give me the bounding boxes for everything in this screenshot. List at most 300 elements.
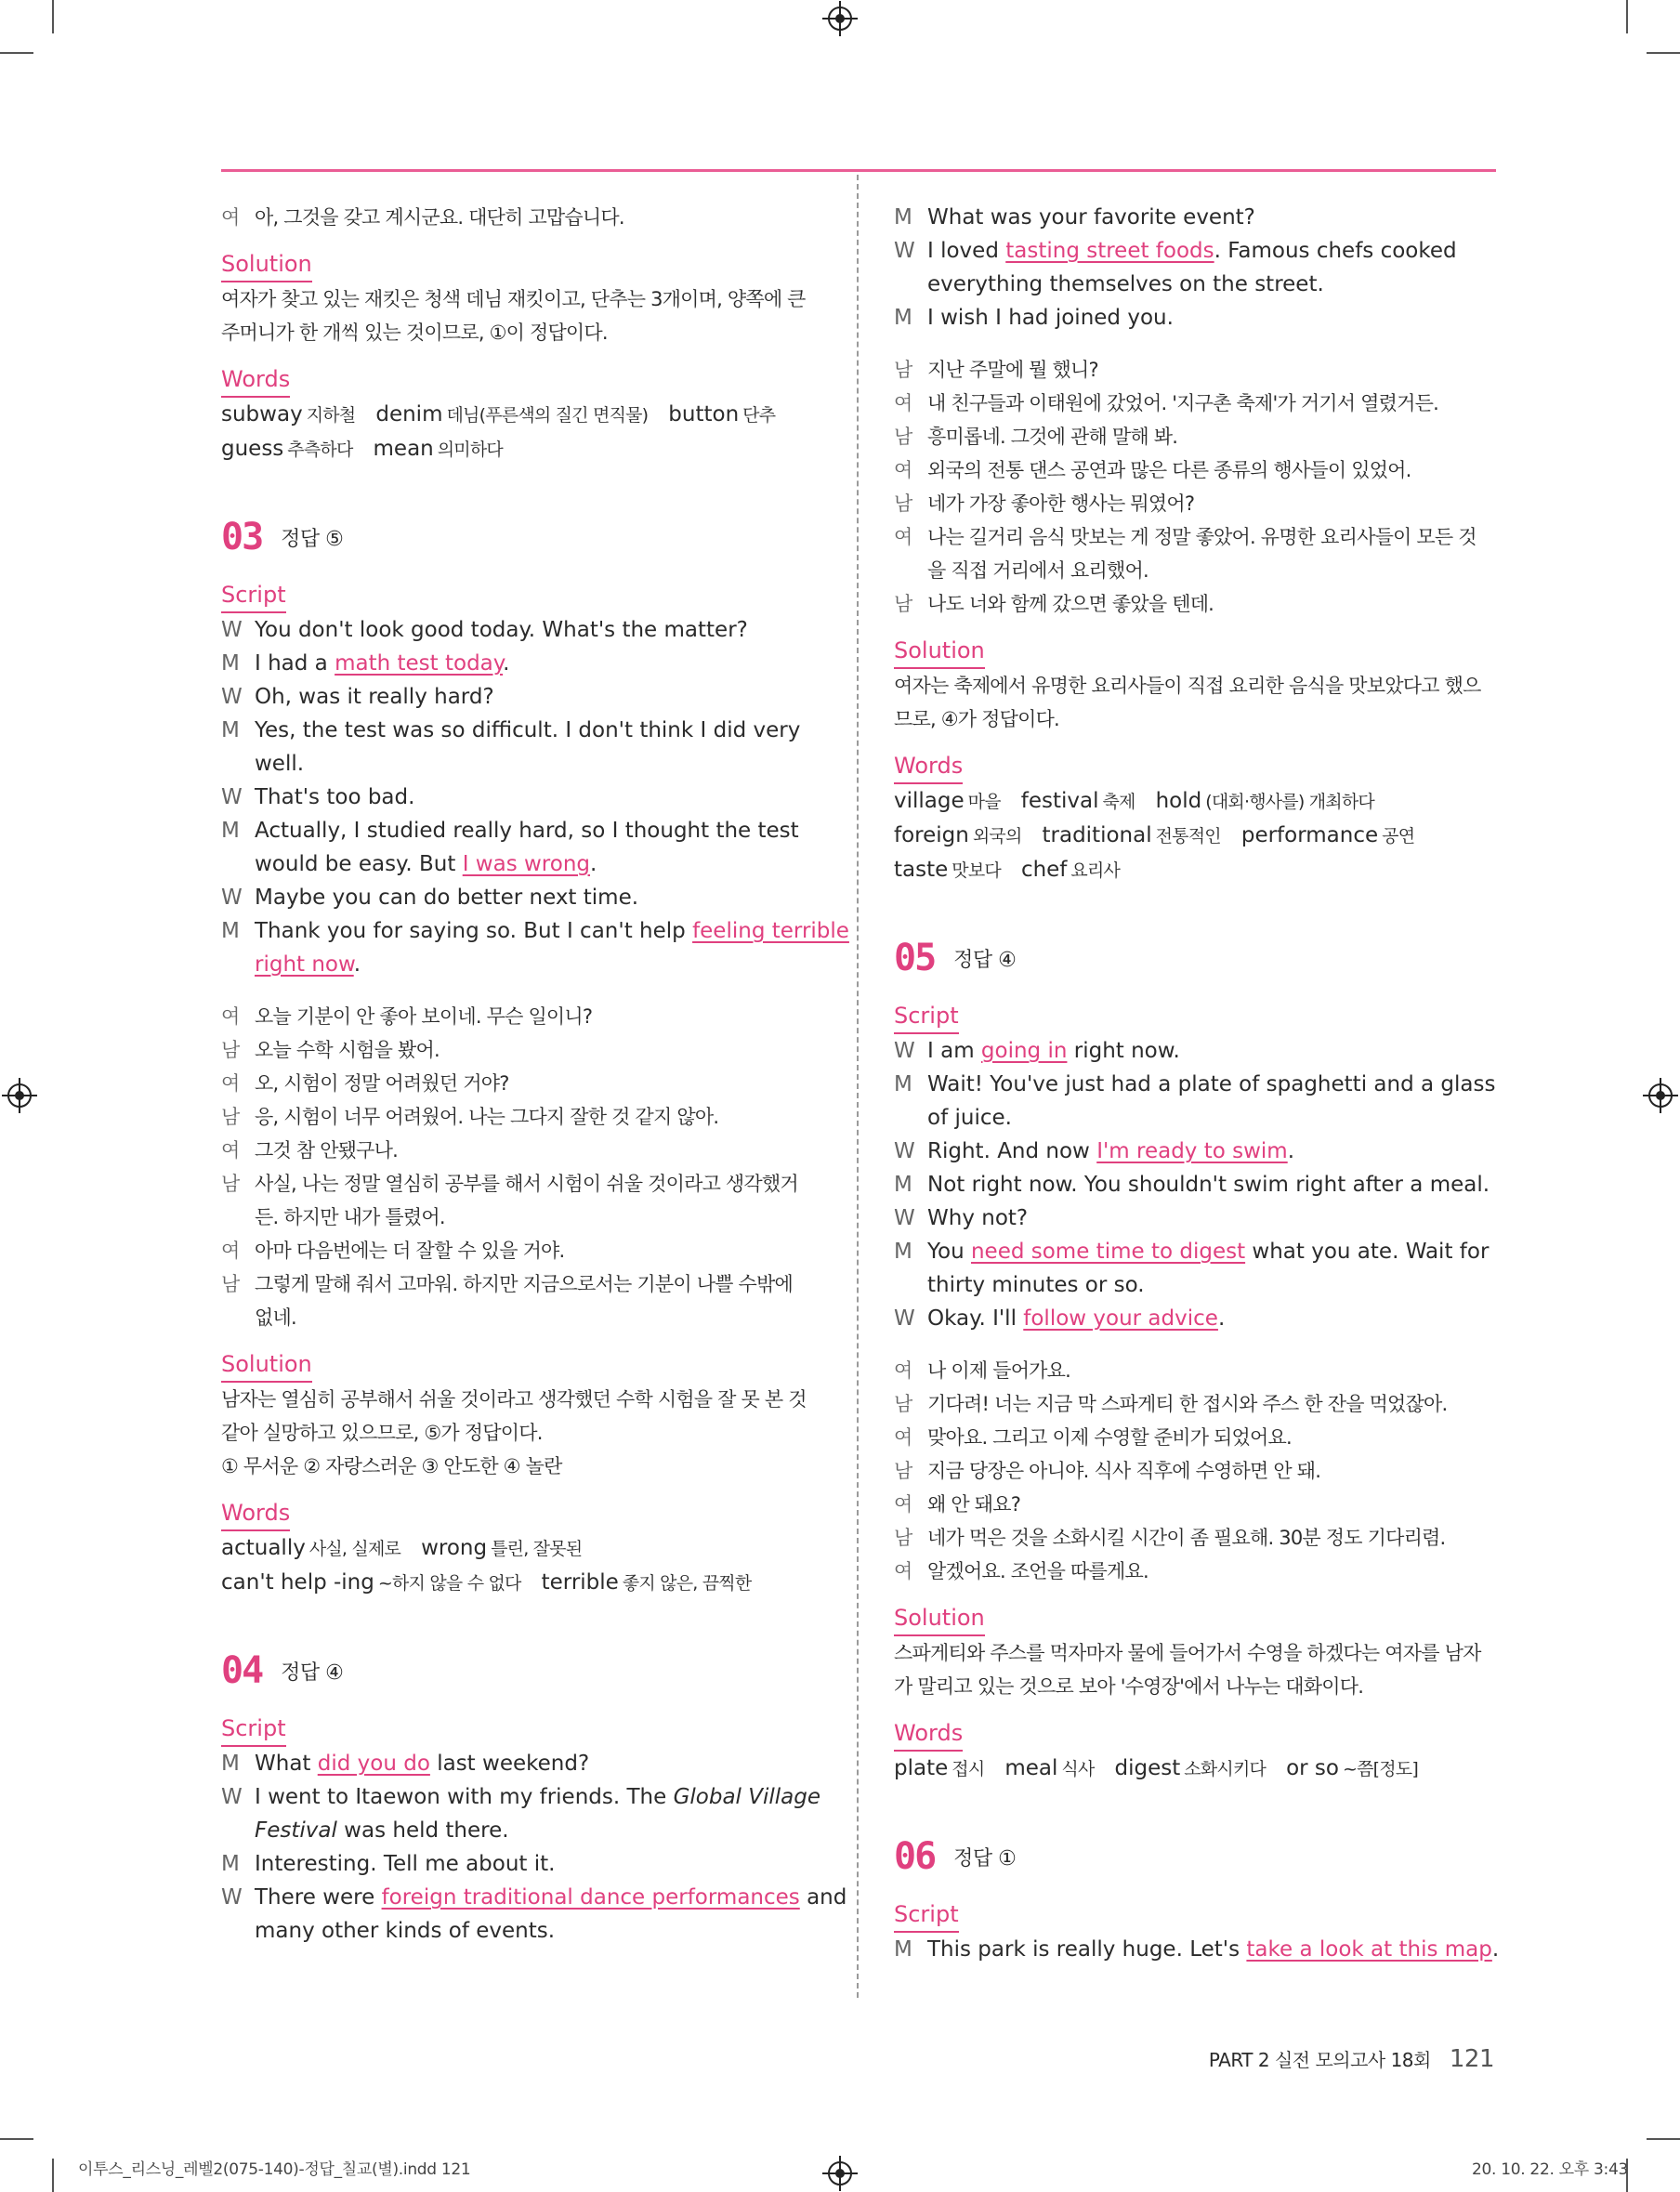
vocab-word: digest — [1114, 1756, 1181, 1780]
script-line — [221, 1780, 823, 1814]
speaker-label: W — [894, 1306, 915, 1331]
vocab-meaning: ~하지 않을 수 없다 — [377, 1573, 521, 1594]
key-phrase: going in — [980, 1039, 1068, 1063]
script-line — [894, 1135, 1496, 1168]
words-line — [221, 432, 823, 466]
text-span: 사실, 나는 정말 열심히 공부를 해서 시험이 쉬울 것이라고 생각했거 — [255, 1173, 798, 1195]
speaker-label: W — [221, 618, 243, 642]
text-span: 오늘 수학 시험을 봤어. — [255, 1039, 440, 1061]
vocab-word: wrong — [421, 1536, 488, 1560]
vocab-word: denim — [375, 402, 443, 427]
question-number: 03 — [221, 516, 263, 558]
speaker-label: 여 — [221, 1072, 240, 1095]
text-span: 남자는 열심히 공부해서 쉬울 것이라고 생각했던 수학 시험을 잘 못 본 것 — [221, 1388, 807, 1411]
speaker-label: 남 — [221, 1039, 240, 1061]
text-span: Why not? — [927, 1206, 1029, 1230]
script-line — [221, 914, 849, 948]
vocab-word: foreign — [894, 823, 969, 847]
text-span: 맞아요. 그리고 이제 수영할 준비가 되었어요. — [927, 1426, 1292, 1449]
text-span: You don't look good today. What's the matter? — [255, 618, 748, 642]
section-label: Script — [894, 999, 959, 1034]
translation-line — [221, 1201, 823, 1234]
vocab-meaning: 마을 — [967, 792, 1001, 812]
text-span: 오늘 기분이 안 좋아 보이네. 무슨 일이니? — [255, 1005, 593, 1028]
script-line — [221, 847, 823, 881]
text-span: What — [255, 1752, 318, 1776]
vocab-word: traditional — [1042, 823, 1152, 847]
vocab-word: can't help -ing — [221, 1570, 374, 1595]
text-span: of juice. — [927, 1106, 1012, 1130]
text-span: 든. 하지만 내가 틀렸어. — [255, 1206, 445, 1228]
text-span: last weekend? — [429, 1752, 590, 1776]
section-label: Solution — [221, 247, 312, 282]
speaker-label: M — [221, 1852, 240, 1876]
text-span: 같아 실망하고 있으므로, ⑤가 정답이다. — [221, 1422, 543, 1444]
speaker-label: 여 — [221, 206, 240, 229]
speaker-label: 남 — [894, 492, 912, 515]
text-span: 주머니가 한 개씩 있는 것이므로, ①이 정답이다. — [221, 322, 608, 344]
answer-header — [221, 509, 823, 565]
speaker-label: 여 — [221, 1240, 240, 1262]
crop-mark — [52, 2159, 54, 2192]
key-phrase: I was wrong — [462, 852, 591, 876]
section-label-row — [221, 565, 823, 613]
speaker-label: M — [221, 1752, 240, 1776]
vocab-meaning: 틀린, 잘못된 — [491, 1539, 583, 1559]
answer-header — [894, 1829, 1496, 1884]
text-span: 알겠어요. 조언을 따를게요. — [927, 1560, 1148, 1582]
text-span: 왜 안 돼요? — [927, 1493, 1021, 1516]
speaker-label: 여 — [894, 1359, 912, 1382]
text-span: was held there. — [336, 1818, 509, 1843]
vocab-meaning: 외국의 — [972, 826, 1022, 847]
text-span: 여자는 축제에서 유명한 요리사들이 직접 요리한 음식을 맛보았다고 했으 — [894, 675, 1481, 697]
text-span: what you ate. Wait for — [1245, 1240, 1490, 1264]
key-phrase: follow your advice — [1023, 1306, 1218, 1331]
text-span: ① 무서운 ② 자랑스러운 ③ 안도한 ④ 놀란 — [221, 1455, 562, 1477]
vocab-meaning: 좋지 않은, 끔찍한 — [622, 1573, 752, 1594]
vocab-word: hold — [1155, 789, 1202, 813]
words-line — [221, 1531, 823, 1566]
text-span: . — [590, 852, 597, 876]
script-line — [221, 1847, 823, 1881]
text-span: 기다려! 너는 지금 막 스파게티 한 접시와 주스 한 잔을 먹었잖아. — [927, 1393, 1448, 1415]
crop-mark — [1626, 0, 1628, 33]
script-line — [894, 1268, 1496, 1302]
vocab-word: mean — [373, 437, 434, 461]
key-phrase: tasting street foods — [1005, 239, 1214, 263]
key-phrase: right now — [255, 952, 354, 977]
vocab-meaning: 사실, 실제로 — [308, 1539, 401, 1559]
key-phrase: take a look at this map — [1246, 1937, 1492, 1962]
footer-part-label: PART 2 실전 모의고사 18회 — [1208, 2049, 1431, 2071]
section-label-row — [221, 349, 823, 398]
text-span: 외국의 전통 댄스 공연과 많은 다른 종류의 행사들이 있었어. — [927, 459, 1411, 481]
key-phrase: I'm ready to swim — [1096, 1139, 1288, 1163]
speaker-label: M — [894, 1240, 912, 1264]
section-label-row — [894, 736, 1496, 784]
text-span: I went to Itaewon with my friends. The — [255, 1785, 674, 1809]
vocab-meaning: 식사 — [1061, 1759, 1095, 1779]
answer-label: 정답 ① — [953, 1846, 1017, 1870]
words-line — [221, 398, 823, 432]
spacer — [221, 981, 823, 1000]
vocab-meaning: ~쯤[정도] — [1342, 1759, 1418, 1779]
speaker-label: 남 — [894, 1460, 912, 1482]
speaker-label: 남 — [894, 426, 912, 448]
page-number: 121 — [1449, 2045, 1494, 2073]
script-line — [221, 814, 823, 847]
speaker-label: 여 — [221, 1005, 240, 1028]
speaker-label: M — [894, 1937, 912, 1962]
vocab-meaning: 데님(푸른색의 질긴 면직물) — [446, 405, 649, 426]
text-span: 여자가 찾고 있는 재킷은 청색 데님 재킷이고, 단추는 3개이며, 양쪽에 큰 — [221, 288, 806, 310]
registration-mark-icon — [828, 7, 852, 31]
vocab-word: plate — [894, 1756, 949, 1780]
vocab-meaning: (대회·행사를) 개최하다 — [1205, 792, 1374, 812]
page-footer — [1209, 2045, 1494, 2073]
section-label: Script — [221, 1712, 286, 1747]
text-span: 흥미롭네. 그것에 관해 말해 봐. — [927, 426, 1178, 448]
text-span: Interesting. Tell me about it. — [255, 1852, 556, 1876]
vocab-word: taste — [894, 858, 949, 882]
vocab-meaning: 단추 — [742, 405, 776, 426]
key-phrase: feeling terrible — [692, 919, 849, 943]
script-line — [221, 613, 823, 647]
left-column — [221, 201, 849, 1948]
text-span: You — [927, 1240, 971, 1264]
section-label: Solution — [221, 1347, 312, 1383]
speaker-label: M — [894, 205, 912, 230]
words-line — [894, 1752, 1496, 1786]
text-span: Okay. I'll — [927, 1306, 1024, 1331]
speaker-label: M — [221, 651, 240, 676]
text-span: 지금 당장은 아니야. 식사 직후에 수영하면 안 돼. — [927, 1460, 1321, 1482]
speaker-label: 여 — [221, 1139, 240, 1162]
script-line — [221, 714, 823, 747]
translation-line — [221, 1033, 823, 1067]
script-line — [221, 1814, 823, 1847]
script-line — [894, 1302, 1496, 1335]
text-span: 응, 시험이 너무 어려웠어. 나는 그다지 잘한 것 같지 않아. — [255, 1106, 719, 1128]
vocab-word: button — [668, 402, 740, 427]
speaker-label: 남 — [894, 1527, 912, 1549]
translation-line — [221, 1301, 823, 1334]
speaker-label: 여 — [894, 1560, 912, 1582]
script-line — [894, 301, 1496, 335]
translation-line — [221, 316, 823, 349]
translation-line — [221, 1416, 823, 1450]
text-span: would be easy. But — [255, 852, 463, 876]
spacer — [894, 335, 1496, 353]
text-span: and — [799, 1885, 847, 1910]
vocab-meaning: 축제 — [1102, 792, 1135, 812]
registration-mark-icon — [7, 1083, 32, 1108]
words-line — [221, 1566, 823, 1600]
speaker-label: 여 — [894, 526, 912, 548]
translation-line — [894, 387, 1496, 420]
speaker-label: W — [894, 1139, 915, 1163]
vocab-word: terrible — [541, 1570, 619, 1595]
answer-label: 정답 ④ — [281, 1660, 344, 1685]
text-span: Yes, the test was so difficult. I don't think I did very — [255, 718, 801, 742]
text-span: 가 말리고 있는 것으로 보아 '수영장'에서 나누는 대화이다. — [894, 1675, 1364, 1698]
translation-line — [894, 1521, 1496, 1555]
section-label: Words — [221, 1496, 290, 1531]
translation-line — [894, 1555, 1496, 1588]
script-line — [894, 234, 1496, 268]
text-span: many other kinds of events. — [255, 1919, 556, 1943]
vocab-meaning: 맛보다 — [952, 860, 1001, 881]
text-span: Right. And now — [927, 1139, 1097, 1163]
question-number: 04 — [221, 1649, 263, 1692]
vocab-word: or so — [1286, 1756, 1339, 1780]
script-line — [894, 1168, 1496, 1201]
text-span: 나 이제 들어가요. — [927, 1359, 1071, 1382]
text-span: everything themselves on the street. — [927, 272, 1324, 296]
speaker-label: 남 — [894, 359, 912, 381]
translation-line — [894, 554, 1496, 587]
speaker-label: 남 — [894, 1393, 912, 1415]
crop-mark — [1647, 2138, 1680, 2140]
speaker-label: 여 — [894, 392, 912, 414]
text-span: 네가 가장 좋아한 행사는 뭐였어? — [927, 492, 1195, 515]
text-span: 그렇게 말해 줘서 고마워. 하지만 지금으로서는 기분이 나쁠 수밖에 — [255, 1273, 793, 1295]
question-number: 06 — [894, 1835, 936, 1878]
text-span: 없네. — [255, 1306, 296, 1329]
section-label-row — [894, 1703, 1496, 1752]
words-line — [894, 853, 1496, 887]
speaker-label: M — [221, 718, 240, 742]
speaker-label: W — [221, 1785, 243, 1809]
script-line — [894, 1235, 1496, 1268]
script-line — [221, 1881, 847, 1914]
vocab-word: actually — [221, 1536, 306, 1560]
text-span: This park is really huge. Let's — [927, 1937, 1247, 1962]
section-label-row — [221, 234, 823, 282]
text-span: Wait! You've just had a plate of spaghetti and a glass — [927, 1072, 1496, 1096]
script-line — [221, 781, 823, 814]
words-line — [894, 819, 1496, 853]
script-line — [894, 1034, 1496, 1068]
text-span: I am — [927, 1039, 981, 1063]
translation-line — [894, 1354, 1496, 1387]
script-line — [221, 647, 823, 680]
vocab-word: meal — [1004, 1756, 1058, 1780]
script-line — [221, 881, 823, 914]
speaker-label: 남 — [221, 1273, 240, 1295]
translation-line — [221, 201, 823, 234]
answer-label: 정답 ④ — [953, 948, 1017, 972]
text-span: . — [353, 952, 361, 977]
text-span: Oh, was it really hard? — [255, 685, 494, 709]
text-span: 내 친구들과 이태원에 갔었어. '지구촌 축제'가 거기서 열렸거든. — [927, 392, 1438, 414]
text-span: That's too bad. — [255, 785, 415, 809]
slug-filename: 이투스_리스닝_레벨2(075-140)-정답_칠교(별).indd 121 — [78, 2160, 471, 2179]
text-span: There were — [255, 1885, 382, 1910]
script-line — [894, 1068, 1496, 1101]
text-span: well. — [255, 752, 305, 776]
section-label: Words — [894, 749, 963, 784]
script-line — [894, 1201, 1496, 1235]
vocab-meaning: 공연 — [1382, 826, 1415, 847]
speaker-label: 남 — [221, 1173, 240, 1195]
translation-line — [221, 1134, 823, 1167]
question-number: 05 — [894, 937, 936, 979]
text-span: 스파게티와 주스를 먹자마자 물에 들어가서 수영을 하겠다는 여자를 남자 — [894, 1642, 1481, 1664]
section-label: Script — [221, 578, 286, 613]
vocab-meaning: 소화시키다 — [1184, 1759, 1267, 1779]
text-span: 나는 길거리 음식 맛보는 게 정말 좋았어. 유명한 요리사들이 모든 것 — [927, 526, 1477, 548]
vocab-meaning: 의미하다 — [437, 440, 503, 460]
text-span: Thank you for saying so. But I can't help — [255, 919, 693, 943]
section-label-row — [894, 1884, 1496, 1933]
section-label: Solution — [894, 1601, 985, 1636]
text-span: 아, 그것을 갖고 계시군요. 대단히 고맙습니다. — [255, 206, 624, 229]
text-span: 므로, ④가 정답이다. — [894, 708, 1059, 730]
key-phrase: did you do — [317, 1752, 430, 1776]
text-span: 을 직접 거리에서 요리했어. — [927, 559, 1148, 582]
script-line — [221, 680, 823, 714]
translation-line — [221, 1000, 823, 1033]
key-phrase: foreign traditional dance performances — [381, 1885, 800, 1910]
speaker-label: W — [894, 1039, 915, 1063]
translation-line — [894, 1636, 1496, 1670]
text-span: 그것 참 안됐구나. — [255, 1139, 399, 1162]
speaker-label: 남 — [894, 593, 912, 615]
section-label-row — [221, 1334, 823, 1383]
speaker-label: 여 — [894, 459, 912, 481]
vocab-word: village — [894, 789, 965, 813]
right-column — [894, 201, 1500, 1966]
section-label-row — [221, 1483, 823, 1531]
registration-mark-icon — [1648, 1083, 1673, 1108]
script-line — [221, 747, 823, 781]
text-span: . — [1491, 1937, 1500, 1962]
script-line — [221, 948, 823, 981]
text-span: I had a — [255, 651, 335, 676]
text-span: I wish I had joined you. — [927, 306, 1174, 330]
translation-line — [894, 702, 1496, 736]
translation-line — [221, 1383, 823, 1416]
translation-line — [894, 453, 1496, 487]
words-line — [894, 784, 1496, 819]
translation-line — [894, 1488, 1496, 1521]
text-span: 오, 시험이 정말 어려웠던 거야? — [255, 1072, 509, 1095]
registration-mark-icon — [828, 2161, 852, 2185]
spacer — [894, 1335, 1496, 1354]
vocab-word: performance — [1240, 823, 1379, 847]
text-span: Actually, I studied really hard, so I thought the test — [255, 819, 799, 843]
text-span: Maybe you can do better next time. — [255, 886, 639, 910]
text-span: 네가 먹은 것을 소화시킬 시간이 좀 필요해. 30분 정도 기다리렴. — [927, 1527, 1446, 1549]
slug-date: 20. 10. 22. 오후 3:43 — [1471, 2160, 1628, 2179]
speaker-label: M — [894, 306, 912, 330]
text-span: . — [1287, 1139, 1295, 1163]
translation-line — [894, 353, 1496, 387]
script-line — [221, 1914, 823, 1948]
text-span: 지난 주말에 뭘 했니? — [927, 359, 1098, 381]
translation-line — [894, 520, 1496, 554]
crop-mark — [0, 52, 33, 54]
script-line — [894, 1933, 1500, 1966]
text-span: . — [503, 651, 510, 676]
text-span: Global Village — [673, 1785, 821, 1809]
text-span: Festival — [255, 1818, 337, 1843]
translation-line — [894, 669, 1496, 702]
translation-line — [894, 1670, 1496, 1703]
script-line — [221, 1747, 823, 1780]
section-label: Script — [894, 1897, 959, 1933]
speaker-label: W — [221, 1885, 243, 1910]
speaker-label: 여 — [894, 1493, 912, 1516]
translation-line — [894, 1421, 1496, 1454]
text-span: 나도 너와 함께 갔으면 좋았을 텐데. — [927, 593, 1214, 615]
section-label-row — [221, 1699, 823, 1747]
text-span: Not right now. You shouldn't swim right after a meal. — [927, 1173, 1490, 1197]
script-line — [894, 1101, 1496, 1135]
speaker-label: W — [221, 785, 243, 809]
crop-mark — [0, 2138, 33, 2140]
answer-header — [894, 930, 1496, 986]
section-label: Words — [894, 1716, 963, 1752]
translation-line — [894, 1387, 1496, 1421]
translation-line — [221, 1100, 823, 1134]
section-label-row — [894, 1588, 1496, 1636]
text-span: 아마 다음번에는 더 잘할 수 있을 거야. — [255, 1240, 565, 1262]
speaker-label: W — [894, 1206, 915, 1230]
text-span: . — [1217, 1306, 1226, 1331]
header-rule — [221, 169, 1496, 172]
column-divider — [857, 175, 859, 1998]
translation-line — [894, 1454, 1496, 1488]
translation-line — [894, 487, 1496, 520]
section-label: Solution — [894, 634, 985, 669]
vocab-word: guess — [221, 437, 284, 461]
speaker-label: W — [221, 886, 243, 910]
translation-line — [894, 587, 1496, 621]
speaker-label: W — [894, 239, 915, 263]
script-line — [894, 201, 1496, 234]
translation-line — [894, 420, 1496, 453]
vocab-meaning: 지하철 — [306, 405, 356, 426]
section-label-row — [894, 621, 1496, 669]
translation-line — [221, 1234, 823, 1267]
speaker-label: M — [894, 1173, 912, 1197]
translation-line — [221, 1167, 823, 1201]
key-phrase: need some time to digest — [970, 1240, 1246, 1264]
speaker-label: 여 — [894, 1426, 912, 1449]
text-span: What was your favorite event? — [927, 205, 1255, 230]
key-phrase: math test today — [335, 651, 504, 676]
translation-line — [221, 1067, 823, 1100]
vocab-word: chef — [1020, 858, 1068, 882]
translation-line — [221, 282, 823, 316]
text-span: I loved — [927, 239, 1006, 263]
crop-mark — [1647, 52, 1680, 54]
vocab-word: subway — [221, 402, 303, 427]
crop-mark — [52, 0, 54, 33]
section-label: Words — [221, 362, 290, 398]
answer-label: 정답 ⑤ — [281, 527, 344, 551]
answer-header — [221, 1643, 823, 1699]
script-line — [894, 268, 1496, 301]
vocab-meaning: 접시 — [952, 1759, 985, 1779]
vocab-meaning: 전통적인 — [1155, 826, 1221, 847]
text-span: right now. — [1067, 1039, 1180, 1063]
vocab-meaning: 요리사 — [1070, 860, 1121, 881]
section-label-row — [894, 986, 1496, 1034]
